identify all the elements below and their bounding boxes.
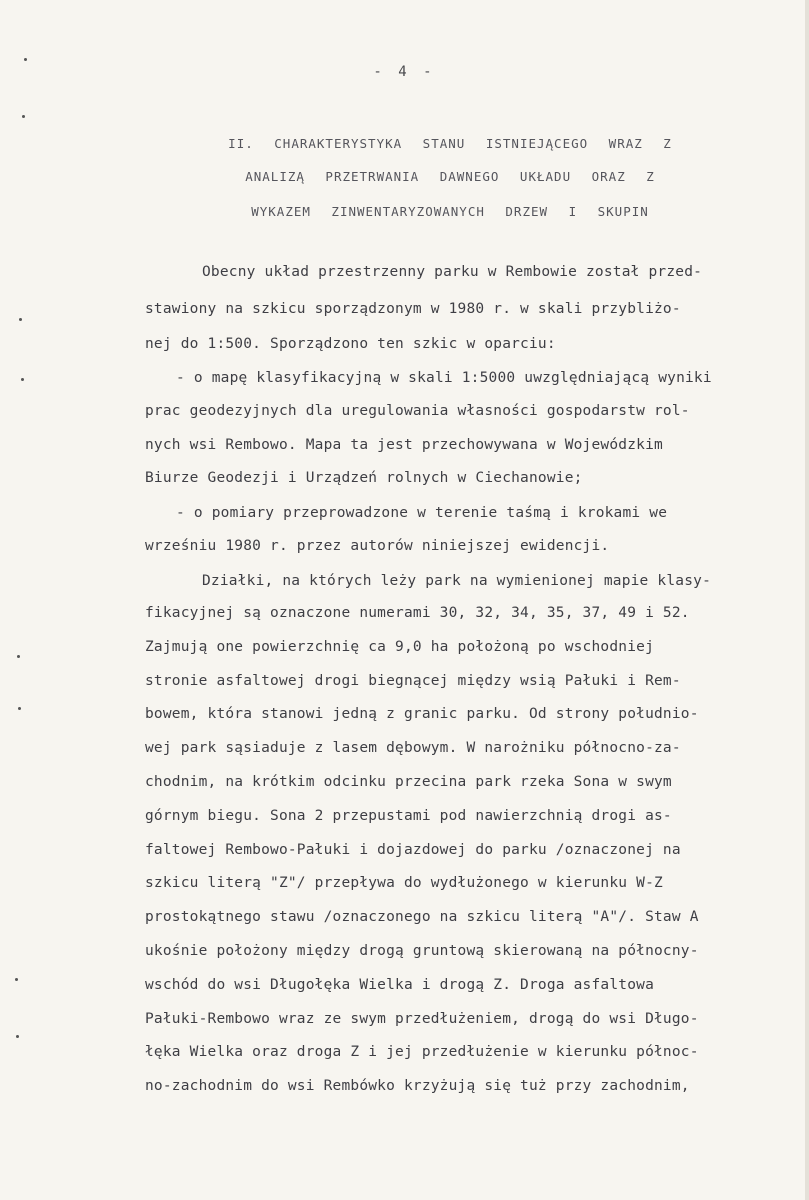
body-line: - o mapę klasyfikacyjną w skali 1:5000 uwzględniającą wyniki bbox=[176, 370, 712, 386]
body-line: Obecny układ przestrzenny parku w Rembowie został przed- bbox=[202, 264, 703, 280]
section-heading-line-1: II. CHARAKTERYSTYKA STANU ISTNIEJĄCEGO WRAZ Z bbox=[228, 136, 672, 151]
body-line: wrześniu 1980 r. przez autorów niniejszej ewidencji. bbox=[145, 538, 610, 554]
body-line: górnym biegu. Sona 2 przepustami pod nawierzchnią drogi as- bbox=[145, 808, 672, 824]
body-line: stawiony na szkicu sporządzonym w 1980 r. w skali przybliżo- bbox=[145, 301, 681, 317]
page-number: - 4 - bbox=[373, 64, 436, 80]
margin-speck bbox=[15, 978, 18, 981]
body-line: Pałuki-Rembowo wraz ze swym przedłużeniem, drogą do wsi Długo- bbox=[145, 1011, 699, 1027]
section-heading-line-3: WYKAZEM ZINWENTARYZOWANYCH DRZEW I SKUPIN bbox=[251, 204, 649, 219]
margin-speck bbox=[24, 58, 27, 61]
body-line: fikacyjnej są oznaczone numerami 30, 32, 34, 35, 37, 49 i 52. bbox=[145, 605, 690, 621]
margin-speck bbox=[16, 1035, 19, 1038]
body-line: faltowej Rembowo-Pałuki i dojazdowej do parku /oznaczonej na bbox=[145, 842, 681, 858]
margin-speck bbox=[22, 115, 25, 118]
page-edge bbox=[805, 0, 809, 1200]
body-line: Biurze Geodezji i Urządzeń rolnych w Ciechanowie; bbox=[145, 470, 583, 486]
body-line: stronie asfaltowej drogi biegnącej między wsią Pałuki i Rem- bbox=[145, 673, 681, 689]
margin-speck bbox=[19, 318, 22, 321]
body-line: wej park sąsiaduje z lasem dębowym. W narożniku północno-za- bbox=[145, 740, 681, 756]
margin-speck bbox=[18, 707, 21, 710]
margin-speck bbox=[17, 655, 20, 658]
body-line: wschód do wsi Długołęka Wielka i drogą Z. Droga asfaltowa bbox=[145, 977, 654, 993]
body-line: nej do 1:500. Sporządzono ten szkic w oparciu: bbox=[145, 336, 556, 352]
body-line: no-zachodnim do wsi Rembówko krzyżują się tuż przy zachodnim, bbox=[145, 1078, 690, 1094]
body-line: chodnim, na krótkim odcinku przecina park rzeka Sona w swym bbox=[145, 774, 672, 790]
body-line: prostokątnego stawu /oznaczonego na szkicu literą "A"/. Staw A bbox=[145, 909, 699, 925]
margin-speck bbox=[21, 378, 24, 381]
body-line: bowem, która stanowi jedną z granic parku. Od strony południo- bbox=[145, 706, 699, 722]
body-line: prac geodezyjnych dla uregulowania własności gospodarstw rol- bbox=[145, 403, 690, 419]
body-line: - o pomiary przeprowadzone w terenie taśmą i krokami we bbox=[176, 505, 668, 521]
body-line: łęka Wielka oraz droga Z i jej przedłużenie w kierunku północ- bbox=[145, 1044, 699, 1060]
body-line: nych wsi Rembowo. Mapa ta jest przechowywana w Wojewódzkim bbox=[145, 437, 663, 453]
body-line: Działki, na których leży park na wymienionej mapie klasy- bbox=[202, 573, 711, 589]
section-heading-line-2: ANALIZĄ PRZETRWANIA DAWNEGO UKŁADU ORAZ Z bbox=[245, 169, 655, 184]
body-line: szkicu literą "Z"/ przepływa do wydłużonego w kierunku W-Z bbox=[145, 875, 663, 891]
body-line: Zajmują one powierzchnię ca 9,0 ha położoną po wschodniej bbox=[145, 639, 654, 655]
body-line: ukośnie położony między drogą gruntową skierowaną na północny- bbox=[145, 943, 699, 959]
